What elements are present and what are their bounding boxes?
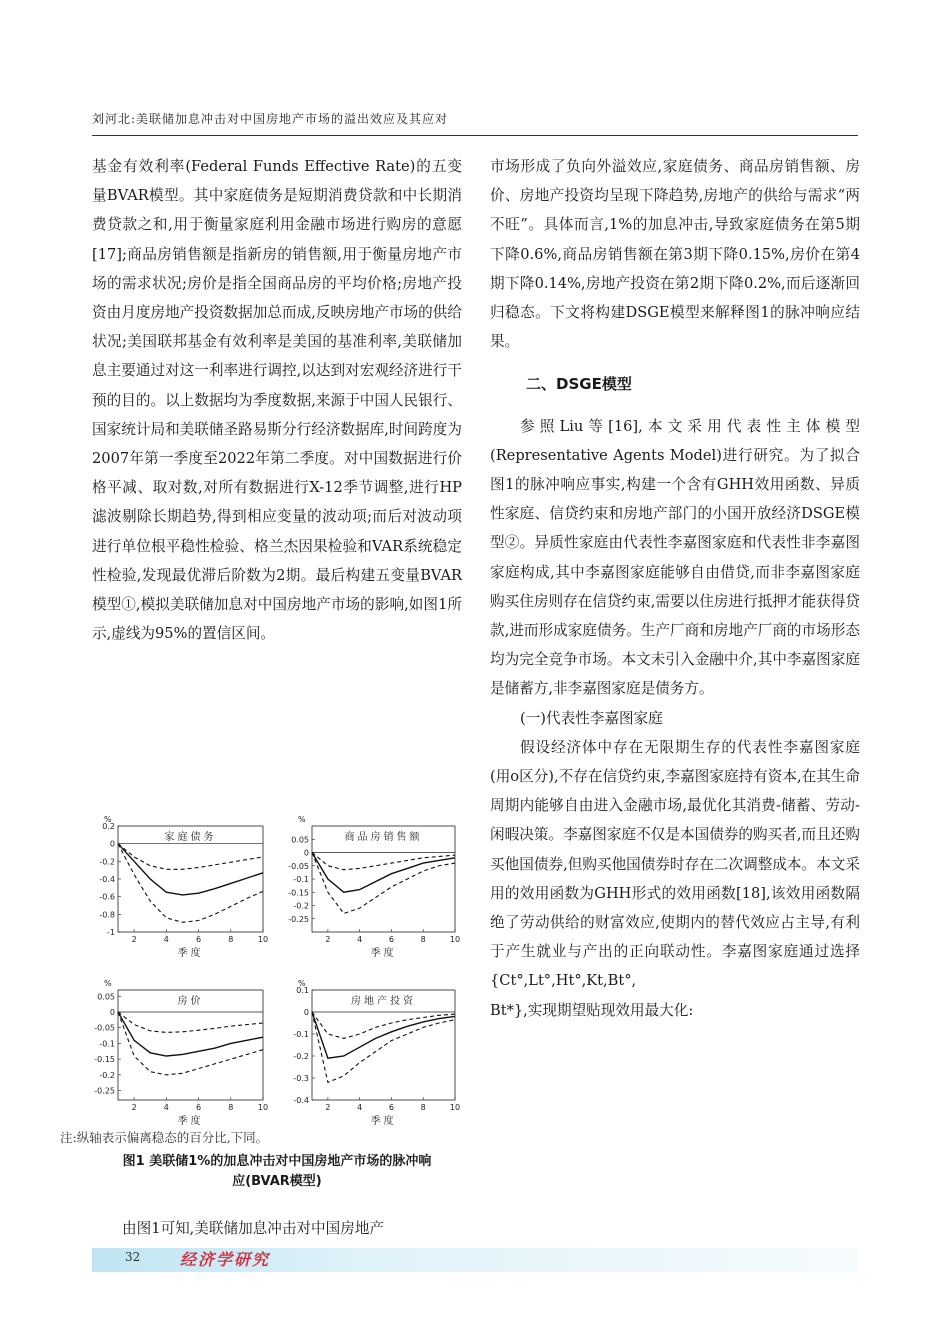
y-tick-label-1: -0.2 (99, 857, 115, 867)
left-column (92, 152, 462, 648)
y-tick-label-3: -0.2 (99, 1070, 115, 1080)
series-irf-2 (312, 853, 455, 893)
y-tick-label-4: 0 (303, 1008, 309, 1017)
y-tick-label-3: 0 (109, 1008, 115, 1017)
running-head: 刘河北:美联储加息冲击对中国房地产市场的溢出效应及其应对 (92, 112, 449, 126)
x-tick-label-2: 2 (325, 935, 331, 944)
y-tick-label-1: 0.2 (102, 822, 115, 831)
series-lower-1 (118, 844, 263, 923)
y-tick-label-3: 0.05 (97, 992, 115, 1002)
x-tick-label-1: 2 (131, 935, 137, 944)
panel-title-1: 家庭债务 (164, 832, 217, 843)
x-tick-label-2: 8 (420, 935, 426, 944)
x-tick-label-1: 6 (196, 935, 202, 944)
y-tick-label-3: -0.25 (94, 1086, 115, 1096)
series-irf-3 (118, 1012, 263, 1056)
y-tick-label-1: 0 (109, 839, 115, 849)
x-tick-label-4: 10 (449, 1103, 461, 1112)
page-number: 32 (125, 1250, 141, 1264)
y-tick-label-1: -0.4 (99, 875, 115, 884)
y-unit-1: % (104, 815, 112, 824)
figure-note: 注:纵轴表示偏离稳态的百分比,下同。 (60, 1130, 269, 1145)
x-tick-label-3: 6 (196, 1103, 202, 1112)
y-tick-label-2: 0.05 (291, 835, 309, 845)
y-unit-3: % (104, 979, 112, 988)
y-unit-2: % (298, 815, 306, 824)
y-tick-label-2: 0 (303, 848, 309, 858)
x-tick-label-1: 10 (257, 935, 269, 944)
left-paragraph-after-figure: 由图1可知,美联储加息冲击对中国房地产 (122, 1220, 385, 1237)
y-unit-4: % (298, 979, 306, 988)
irf-charts (92, 808, 462, 1128)
x-tick-label-4: 6 (388, 1103, 394, 1112)
x-tick-label-1: 4 (163, 935, 169, 944)
y-tick-label-1: -0.8 (99, 910, 115, 920)
x-label-1: 季度 (177, 948, 204, 959)
right-last-line: Bt*},实现期望贴现效用最大化: (490, 1001, 694, 1019)
left-paragraph-1: 基金有效利率(Federal Funds Effective Rate)的五变量BVAR模型。其中家庭债务是短期消费贷款和中长期消费贷款之和,用于衡量家庭利用金融市场进行购房的意愿[17];商品房销售额是指新房的销售额,用于衡量房地产市场的需求状况;房价是指全国商品房的平均价格;房地产投资由月度房地产投资数据加总而成,反映房地产市场的供给状况;美国联邦基金有效利率是美国的基准利率,美联储加息主要通过对这一利率进行调控,以达到对宏观经济进行干预的目的。以上数据均为季度数据,来源于中国人民银行、国家统计局和美联储圣路易斯分行经济数据库,时间跨度为2007年第一季度至2022年第二季度。对中国数据进行价格平减、取对数,对所有数据进行X-12季节调整,进行HP滤波剔除长期趋势,得到相应变量的波动项;而后对波动项进行单位根平稳性检验、格兰杰因果检验和VAR系统稳定性检验,发现最优滞后阶数为2期。最后构建五变量BVAR模型①,模拟美联储加息对中国房地产市场的影响,如图1所示,虚线为95%的置信区间。 (92, 158, 462, 643)
x-tick-label-2: 6 (388, 935, 394, 944)
x-tick-label-4: 4 (357, 1103, 363, 1112)
header-rule (92, 135, 858, 136)
y-tick-label-1: -1 (107, 928, 115, 937)
y-tick-label-2: -0.05 (288, 861, 309, 871)
series-lower-3 (118, 1012, 263, 1075)
y-tick-label-4: 0.1 (296, 986, 309, 995)
y-tick-label-3: -0.05 (94, 1023, 115, 1033)
y-tick-label-2: -0.1 (293, 875, 309, 884)
x-tick-label-3: 10 (257, 1103, 269, 1112)
x-label-2: 季度 (370, 948, 397, 959)
x-tick-label-4: 2 (325, 1103, 331, 1112)
x-tick-label-3: 2 (131, 1103, 137, 1112)
x-tick-label-2: 10 (449, 935, 461, 944)
panel-title-2: 商品房销售额 (344, 832, 423, 843)
x-label-4: 季度 (370, 1116, 397, 1127)
section-title: 二、DSGE模型 (526, 375, 632, 394)
series-lower-4 (312, 1012, 455, 1082)
panel-title-3: 房价 (177, 996, 204, 1007)
right-paragraph-2: 参照Liu等[16],本文采用代表性主体模型(Representative Agents Model)进行研究。为了拟合图1的脉冲响应事实,构建一个含有GHH效用函数、异质性家庭、信贷约束和房地产部门的小国开放经济DSGE模型②。异质性家庭由代表性李嘉图家庭和代表性非李嘉图家庭构成,其中李嘉图家庭能够自由借贷,而非李嘉图家庭购买住房则存在信贷约束,需要以住房进行抵押才能获得贷款,进而形成家庭债务。生产厂商和房地产厂商的市场形态均为完全竞争市场。本文未引入金融中介,其中李嘉图家庭是储蓄方,非李嘉图家庭是债务方。 (490, 417, 860, 698)
figure-1 (92, 808, 462, 1138)
y-tick-label-2: -0.25 (288, 914, 309, 924)
y-tick-label-1: -0.6 (99, 892, 115, 902)
y-tick-label-3: -0.15 (94, 1055, 115, 1065)
series-upper-1 (118, 844, 263, 870)
figure-caption-line2: 应(BVAR模型) (232, 1174, 322, 1189)
x-tick-label-3: 4 (163, 1103, 169, 1112)
y-tick-label-2: -0.2 (293, 901, 309, 911)
series-upper-3 (118, 1012, 263, 1032)
x-tick-label-4: 8 (420, 1103, 426, 1112)
x-tick-label-3: 8 (228, 1103, 234, 1112)
y-tick-label-3: -0.1 (99, 1039, 115, 1049)
y-tick-label-4: -0.1 (293, 1030, 309, 1039)
figure-caption-line1: 图1 美联储1%的加息冲击对中国房地产市场的脉冲响 (122, 1154, 432, 1169)
journal-logo: 经济学研究 (180, 1250, 271, 1269)
figure-caption (92, 1152, 462, 1192)
y-tick-label-2: -0.15 (288, 888, 309, 898)
series-irf-4 (312, 1012, 455, 1058)
right-column (490, 152, 860, 1025)
y-tick-label-4: -0.4 (293, 1096, 309, 1105)
panel-title-4: 房地产投资 (351, 996, 416, 1007)
series-irf-1 (118, 844, 263, 895)
right-paragraph-1: 市场形成了负向外溢效应,家庭债务、商品房销售额、房价、房地产投资均呈现下降趋势,房地产的供给与需求“两不旺”。具体而言,1%的加息冲击,导致家庭债务在第5期下降0.6%,商品房销售额在第3期下降0.15%,房价在第4期下降0.14%,房地产投资在第2期下降0.2%,而后逐渐回归稳态。下文将构建DSGE模型来解释图1的脉冲响应结果。 (490, 158, 860, 351)
x-tick-label-2: 4 (357, 935, 363, 944)
x-tick-label-1: 8 (228, 935, 234, 944)
right-paragraph-3: 假设经济体中存在无限期生存的代表性李嘉图家庭(用o区分),不存在信贷约束,李嘉图家庭持有资本,在其生命周期内能够自由进入金融市场,最优化其消费-储蓄、劳动-闲暇决策。李嘉图家庭不仅是本国债券的购买者,而且还购买他国债券,但购买他国债券时存在二次调整成本。本文采用的效用函数为GHH形式的效用函数[18],该效用函数隔绝了劳动供给的财富效应,使期内的替代效应占主导,有利于产生就业与产出的正向联动性。李嘉图家庭通过选择{Ct°,Lt°,Ht°,Kt,Bt°, (490, 738, 860, 990)
subsection-title: (一)代表性李嘉图家庭 (520, 709, 663, 727)
y-tick-label-4: -0.3 (293, 1074, 309, 1083)
y-tick-label-4: -0.2 (293, 1052, 309, 1061)
x-label-3: 季度 (177, 1116, 204, 1127)
